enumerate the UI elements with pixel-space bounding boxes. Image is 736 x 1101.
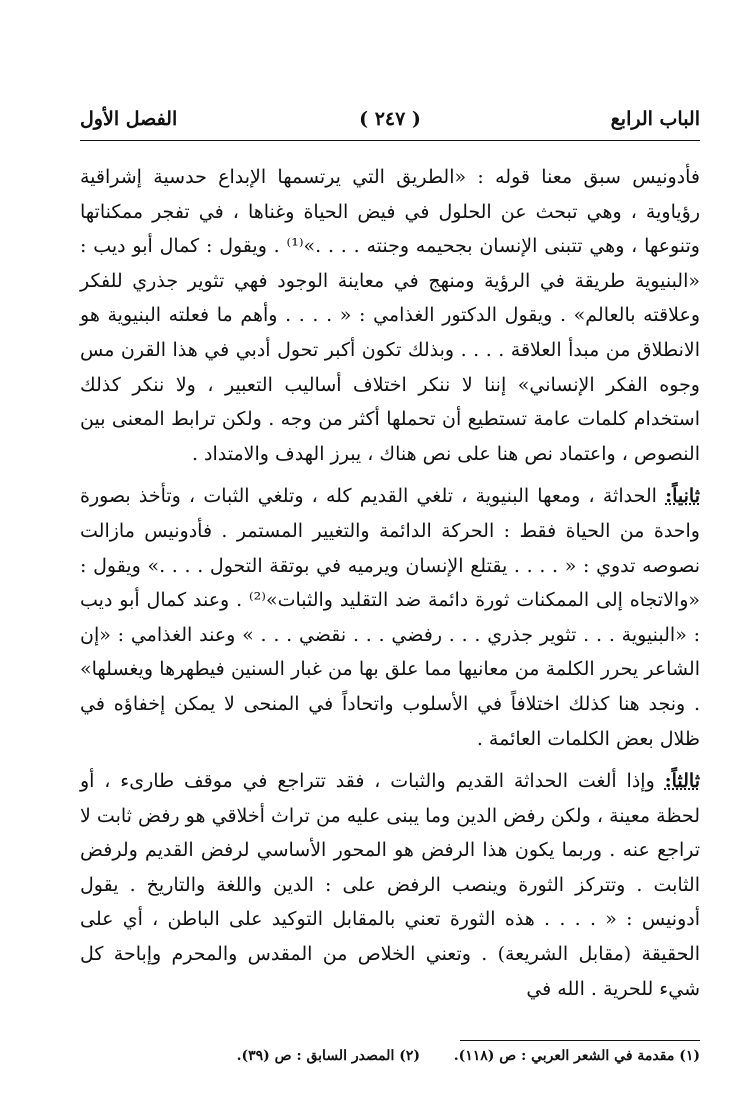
chapter-title: الفصل الأول [80,108,178,130]
footnotes [80,1048,700,1072]
footnote-1: (١) مقدمة في الشعر العربي : ص (١١٨). [453,1048,700,1064]
paragraph-1-text: فأدونيس سبق معنا قوله : «الطريق التي يرتسمها الإبداع حدسية إشراقية رؤياوية ، وهي تبحث عن الحلول في فيض الحياة وغناها ، في تفجر ممكناتها وتنوعها ، وهي تتبنى الإنسان بجحيمه وجنته . . . .»⁽¹⁾ . ويقول : كمال أبو ديب : «البنيوية طريقة في الرؤية ومنهج في معاينة الوجود فهي تثوير جذري للفكر وعلاقته بالعالم» . ويقول الدكتور الغذامي : « . . . . وأهم ما فعلته البنيوية هو الانطلاق من مبدأ العلاقة . . . . وبذلك تكون أكبر تحول أدبي في هذا القرن مس وجوه الفكر الإنساني» إننا لا ننكر اختلاف أساليب التعبير ، ولا ننكر كذلك استخدام كلمات عامة تستطيع أن تحملها أكثر من وجه . ولكن ترابط المعنى بين النصوص ، واعتماد نص هنا على نص هناك ، يبرز الهدف والامتداد . [80,166,700,465]
paragraph-2-text: الحداثة ، ومعها البنيوية ، تلغي القديم كله ، وتلغي الثبات ، وتأخذ بصورة واحدة من الحياة فقط : الحركة الدائمة والتغيير المستمر . فأدونيس مازالت نصوصه تدوي : « . . . . يقتلع الإنسان ويرميه في بوتقة التحول . . . .» ويقول : «والاتجاه إلى الممكنات ثورة دائمة ضد التقليد والثبات»⁽²⁾ . وعند كمال أبو ديب : «البنيوية . . . تثوير جذري . . . رفضي . . . نقضي . . . » وعند الغذامي : «إن الشاعر يحرر الكلمة من معانيها مما علق بها من غبار السنين فيطهرها ويغسلها» . ونجد هنا كذلك اختلافاً في الأسلوب واتحاداً في المنحى لا يمكن إخفاؤه في ظلال بعض الكلمات العائمة . [80,485,700,750]
body-text [80,160,700,1014]
paragraph-3 [80,764,700,1006]
page-number: ( ٢٤٧ ) [359,108,421,130]
paragraph-2 [80,479,700,756]
header-rule [80,140,700,141]
running-header [80,108,700,138]
paragraph-2-lead: ثانياً: [665,485,700,508]
footnote-2: (٢) المصدر السابق : ص (٣٩). [236,1048,420,1064]
part-title: الباب الرابع [610,108,700,130]
paragraph-1 [80,160,700,471]
footnote-rule [460,1040,700,1041]
paragraph-3-lead: ثالثاً: [664,770,700,793]
paragraph-3-text: وإذا ألغت الحداثة القديم والثبات ، فقد تتراجع في موقف طارىء ، أو لحظة معينة ، ولكن رفض الدين وما يبنى عليه من تراث أخلاقي هو رفض ثابت لا تراجع عنه . وربما يكون هذا الرفض هو المحور الأساسي لرفض القديم ولرفض الثابت . وتتركز الثورة وينصب الرفض على : الدين واللغة والتاريخ . يقول أدونيس : « . . . . هذه الثورة تعني بالمقابل التوكيد على الباطن ، أي على الحقيقة (مقابل الشريعة) . وتعني الخلاص من المقدس والمحرم وإباحة كل شيء للحرية . الله في [80,770,700,1000]
